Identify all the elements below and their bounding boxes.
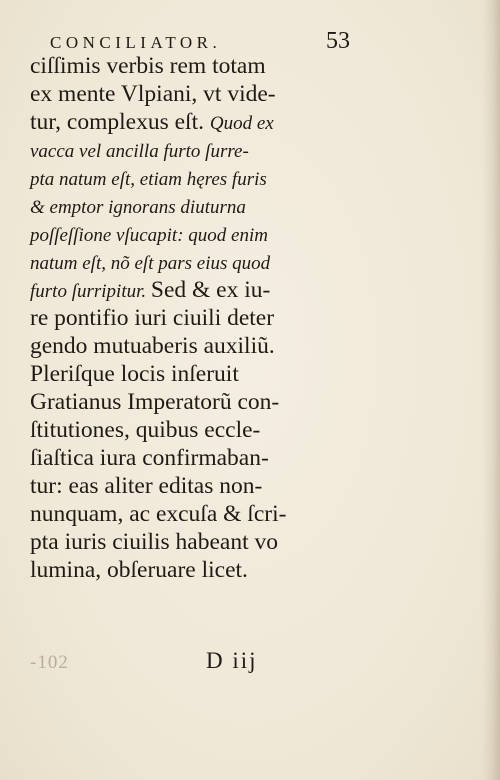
roman-segment: lumina, obſeruare licet. — [30, 557, 248, 583]
page-number: 53 — [326, 28, 350, 54]
text-line — [30, 444, 348, 472]
text-line — [30, 556, 348, 584]
text-line — [30, 108, 348, 136]
bleed-through-marking: -102 — [30, 652, 69, 673]
text-line — [30, 528, 348, 556]
roman-segment: tur, complexus eſt. — [30, 109, 210, 135]
roman-segment: Gratianus Imperatorũ con- — [30, 389, 280, 415]
text-line — [30, 332, 348, 360]
text-line — [30, 416, 348, 444]
roman-segment: ciſſimis verbis rem totam — [30, 53, 266, 79]
text-line — [30, 276, 348, 304]
italic-segment: furto ſurripitur. — [30, 281, 151, 302]
italic-segment: pta natum eſt, etiam hęres furis — [30, 169, 267, 190]
italic-segment: natum eſt, nõ eſt pars eius quod — [30, 253, 271, 274]
roman-segment: tur: eas aliter editas non- — [30, 473, 263, 499]
text-line — [30, 472, 348, 500]
text-line — [30, 136, 348, 164]
body-text — [30, 52, 348, 584]
italic-segment: poſſeſſione vſucapit: quod enim — [30, 225, 268, 246]
text-line — [30, 388, 348, 416]
text-line — [30, 80, 348, 108]
text-line — [30, 304, 348, 332]
page-footer — [30, 648, 348, 678]
roman-segment: gendo mutuaberis auxiliũ. — [30, 333, 275, 359]
italic-segment: vacca vel ancilla furto ſurre- — [30, 141, 249, 162]
roman-segment: ſiaſtica iura confirmaban- — [30, 445, 269, 471]
running-head: CONCILIATOR. — [50, 33, 222, 52]
text-line — [30, 500, 348, 528]
italic-segment: Quod ex — [209, 113, 274, 134]
text-line — [30, 52, 348, 80]
page-header — [50, 28, 350, 55]
roman-segment: nunquam, ac excuſa & ſcri- — [30, 501, 287, 527]
text-line — [30, 220, 348, 248]
text-line — [30, 360, 348, 388]
roman-segment: Pleriſque locis inſeruit — [30, 361, 239, 387]
roman-segment: ex mente Vlpiani, vt vide- — [30, 81, 276, 107]
roman-segment: Sed & ex iu- — [150, 277, 271, 303]
roman-segment: pta iuris ciuilis habeant vo — [30, 529, 279, 555]
roman-segment: re pontifio iuri ciuili deter — [30, 305, 275, 331]
text-line — [30, 192, 348, 220]
text-line — [30, 248, 348, 276]
signature-mark: D iij — [206, 648, 258, 673]
italic-segment: & emptor ignorans diuturna — [30, 197, 246, 218]
roman-segment: ſtitutiones, quibus eccle- — [30, 417, 261, 443]
gutter-shadow — [482, 0, 500, 780]
text-line — [30, 164, 348, 192]
